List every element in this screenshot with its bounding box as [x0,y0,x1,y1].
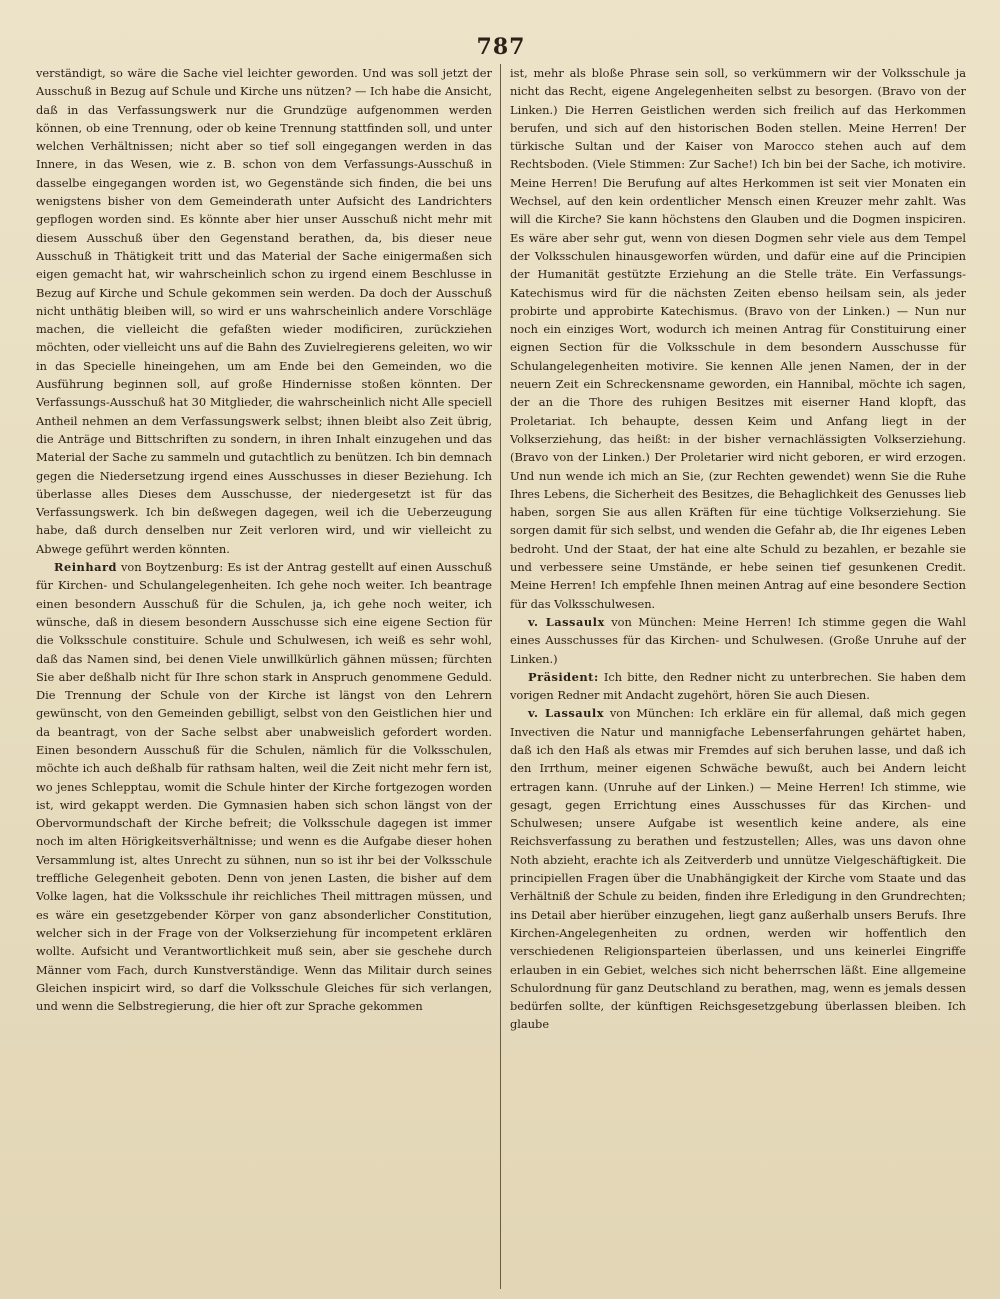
paragraph-text: von München: Meine Herren! Ich stimme gegen die Wahl eines Ausschusses für das Kirchen- und Schulwesen. (Große Unruhe auf der Linken.) [510,614,966,666]
paragraph-text: verständigt, so wäre die Sache viel leichter geworden. Und was soll jetzt der Ausschuß in Bezug auf Schule und Kirche uns nützen? — Ich habe die Ansicht, daß in das Verfassungswerk nur die Grundzüge aufgenommen werden können, ob eine Trennung, oder ob keine Trennung stattfinden soll, und unter welchen Verhältnissen; nicht aber so tief soll eingegangen werden in das Innere, in das Wesen, wie z. B. schon von dem Verfassungs-Ausschuß in dasselbe eingegangen worden ist, wo Gegenstände sich finden, die bei uns wenigstens bisher von dem Gemeinderath unter Aufsicht des Landrichters gepflogen worden sind. Es könnte aber hier unser Ausschuß nicht mehr mit diesem Ausschuß über den Gegenstand berathen, da, bis dieser neue Ausschuß in Thätigkeit tritt und das Material der Sache einigermaßen sich eigen gemacht hat, wir wahrscheinlich schon zu irgend einem Beschlusse in Bezug auf Kirche und Schule gekommen sein werden. Da doch der Ausschuß nicht unthätig bleiben will, so wird er uns wahrscheinlich andere Vorschläge machen, die vielleicht die gefaßten wieder modificiren, zurückziehen möchten, oder vielleicht uns auf die Bahn des Zuvielregierens geleiten, wo wir in das Specielle hineingehen, um am Ende bei den Gemeinden, wo die Ausführung beginnen soll, auf große Hindernisse stoßen könnten. Der Verfassungs-Ausschuß hat 30 Mitglieder, die wahrscheinlich nicht Alle speciell Antheil nehmen an dem Verfassungswerk selbst; ihnen bleibt also Zeit übrig, die Anträge und Bittschriften zu sondern, in ihren Inhalt einzugehen und das Material der Sache zu sammeln und gutachtlich zu benützen. Ich bin demnach gegen die Niedersetzung irgend eines Ausschusses in dieser Beziehung. Ich überlasse alles Dieses dem Ausschusse, der niedergesetzt ist für das Verfassungswerk. Ich bin deßwegen dagegen, weil ich die Ueberzeugung habe, daß durch denselben nur Zeit verloren wird, und wir vielleicht zu Abwege geführt werden könnten. [36,66,492,556]
paragraph-text: von München: Ich erkläre ein für allemal, daß mich gegen Invectiven die Natur und mannigfache Lebenserfahrungen gehärtet haben, daß ich den Haß als etwas mir Fremdes auf sich beruhen lasse, und daß ich den Irrthum, meiner eigenen Schwäche bewußt, auch bei Andern leicht ertragen kann. (Unruhe auf der Linken.) — Meine Herren! Ich stimme, wie gesagt, gegen Errichtung eines Ausschusses für das Kirchen- und Schulwesen; unsere Aufgabe ist wesentlich keine andere, als eine Reichsverfassung zu berathen und festzustellen; Alles, was uns davon ohne Noth abzieht, erachte ich als Zeitverderb und unnütze Vielgeschäftigkeit. Die principiellen Fragen über die Unabhängigkeit der Kirche vom Staate und das Verhältniß der Schule zu beiden, finden ihre Erledigung in den Grundrechten; ins Detail aber hierüber einzugehen, liegt ganz außerhalb unsers Berufs. Ihre Kirchen-Angelegenheiten zu ordnen, werden wir hoffentlich den verschiedenen Religionsparteien überlassen, und uns keinerlei Eingriffe erlauben in ein Gebiet, welches sich nicht beherrschen läßt. Eine allgemeine Schulordnung für ganz Deutschland zu berathen, mag, wenn es jemals dessen bedürfen sollte, der künftigen Reichsgesetzgebung überlassen bleiben. Ich glaube [510,706,966,1032]
speech-paragraph [510,613,966,668]
speaker-name: v. Lassaulx [528,614,605,629]
speech-paragraph [510,704,966,1033]
paragraph-text: Ich bitte, den Redner nicht zu unterbrechen. Sie haben dem vorigen Redner mit Andacht zugehört, hören Sie auch Diesen. [510,669,966,703]
text-columns [36,64,966,1289]
page-number: 787 [476,34,526,60]
speaker-name: Reinhard [54,560,117,575]
speech-paragraph [36,558,492,1015]
left-column [36,64,492,1289]
text-paragraph [36,64,492,558]
paragraph-text: von Boytzenburg: Es ist der Antrag gestellt auf einen Ausschuß für Kirchen- und Schulangelegenheiten. Ich gehe noch weiter. Ich beantrage einen besondern Ausschuß für die Schulen, ja, ich gehe noch weiter, ich wünsche, daß in diesem besondern Ausschusse sich eine eigene Section für die Volksschule constituire. Schule und Schulwesen, ich weiß es sehr wohl, daß das Namen sind, bei denen Viele unwillkürlich gähnen müssen; fürchten Sie aber deßhalb nicht für Ihre schon stark in Anspruch genommene Geduld. Die Trennung der Schule von der Kirche ist längst von den Lehrern gewünscht, von den Gemeinden gebilligt, selbst von den Geistlichen hier und da beantragt, von der Sache selbst aber unabweislich gefordert worden. Einen besondern Ausschuß für die Schulen, nämlich für die Volksschulen, möchte ich auch deßhalb für rathsam halten, weil die Zeit nicht mehr fern ist, wo jenes Schlepptau, womit die Schule hinter der Kirche fortgezogen worden ist, wird gekappt werden. Die Gymnasien haben sich schon längst von der Obervormundschaft der Kirche befreit; die Volksschule dagegen ist immer noch im alten Hörigkeitsverhältnisse; und wenn es die Aufgabe dieser hohen Versammlung ist, altes Unrecht zu sühnen, nun so ist ihr bei der Volksschule treffliche Gelegenheit geboten. Denn von jenen Lasten, die bisher auf dem Volke lagen, hat die Volksschule ihr reichliches Theil mittragen müssen, und es wäre ein gesetzgebender Körper von ganz absonderlicher Constitution, welcher sich in der Frage von der Volkserziehung für incompetent erklären wollte. Aufsicht und Verantwortlichkeit muß sein, aber sie geschehe durch Männer vom Fach, durch Kunstverständige. Wenn das Militair durch seines Gleichen inspicirt wird, so darf die Volksschule Gleiches für sich verlangen, und wenn die Selbstregierung, die hier oft zur Sprache gekommen [36,560,492,1014]
text-paragraph [510,64,966,613]
speech-paragraph [510,668,966,705]
paragraph-text: ist, mehr als bloße Phrase sein soll, so verkümmern wir der Volksschule ja nicht das Recht, eigene Angelegenheiten selbst zu besorgen. (Bravo von der Linken.) Die Herren Geistlichen werden sich freilich auf das Herkommen berufen, und sich auf den historischen Boden stellen. Meine Herren! Der türkische Sultan und der Kaiser von Marocco stehen auch auf dem Rechtsboden. (Viele Stimmen: Zur Sache!) Ich bin bei der Sache, ich motivire. Meine Herren! Die Berufung auf altes Herkommen ist seit vier Monaten ein Wechsel, auf den kein ordentlicher Mensch einen Kreuzer mehr zahlt. Was will die Kirche? Sie kann höchstens den Glauben und die Dogmen inspiciren. Es wäre aber sehr gut, wenn von diesen Dogmen sehr viele aus dem Tempel der Volksschulen hinausgeworfen würden, und dafür eine auf die Principien der Humanität gestützte Erziehung an die Stelle träte. Ein Verfassungs-Katechismus wird für die nächsten Zeiten ebenso heilsam sein, als jeder probirte und approbirte Katechismus. (Bravo von der Linken.) — Nun nur noch ein einziges Wort, wodurch ich meinen Antrag für Constituirung einer eignen Section für die Volksschule in dem besondern Ausschusse für Schulangelegenheiten motivire. Sie kennen Alle jenen Namen, der in der neuern Zeit ein Schreckensname geworden, ein Hannibal, möchte ich sagen, der an die Thore des ruhigen Besitzes mit eiserner Hand klopft, das Proletariat. Ich behaupte, dessen Keim und Anfang liegt in der Volkserziehung, das heißt: in der bisher vernachlässigten Volkserziehung. (Bravo von der Linken.) Der Proletarier wird nicht geboren, er wird erzogen. Und nun wende ich mich an Sie, (zur Rechten gewendet) wenn Sie die Ruhe Ihres Lebens, die Sicherheit des Besitzes, die Behaglichkeit des Genusses lieb haben, sorgen Sie aus allen Kräften für eine tüchtige Volkserziehung. Sie sorgen damit für sich selbst, und wenden die Gefahr ab, die Ihr eigenes Leben bedroht. Und der Staat, der hat eine alte Schuld zu bezahlen, er bezahle sie und verbessere seine Umstände, er hebe seinen tief gesunkenen Credit. Meine Herren! Ich empfehle Ihnen meinen Antrag auf eine besondere Section für das Volksschulwesen. [510,66,966,611]
column-divider [500,64,501,1289]
speaker-name: Präsident: [528,669,599,684]
right-column [510,64,966,1289]
speaker-name: v. Lassaulx [528,706,605,721]
